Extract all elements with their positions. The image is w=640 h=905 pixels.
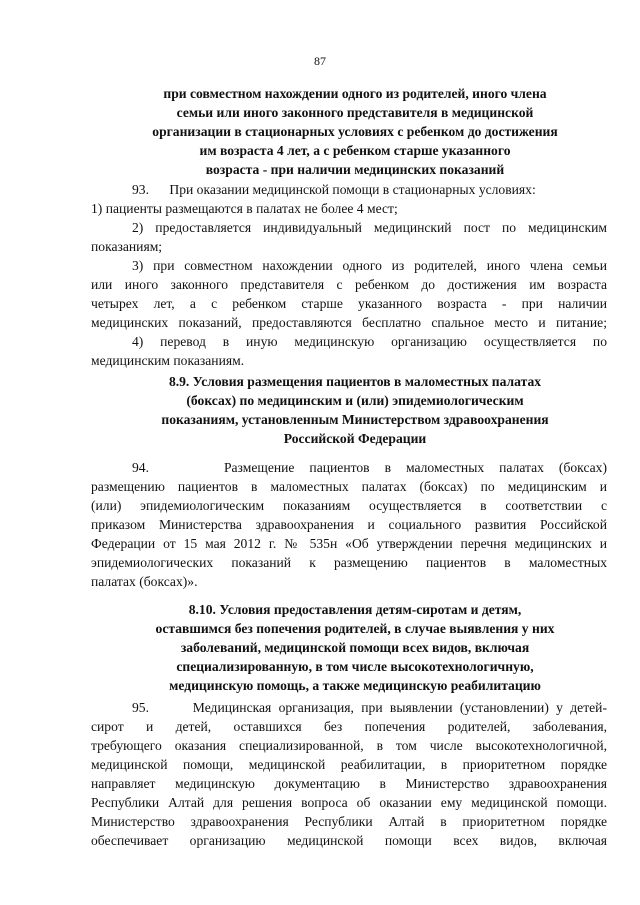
heading-line: оставшимся без попечения родителей, в случае выявления у них (155, 621, 555, 636)
text-line: или иного законного представителя с ребенком до достижения им возраста (91, 277, 607, 292)
section-heading-8-9 (80, 372, 630, 448)
text-line: 93. При оказании медицинской помощи в стационарных условиях: (132, 182, 536, 197)
text-line: медицинских показаний, предоставляются бесплатно спальное место и питание; (91, 315, 607, 330)
heading-line: медицинскую помощь, а также медицинскую реабилитацию (169, 678, 541, 693)
heading-line: семьи или иного законного представителя в медицинской (176, 105, 534, 120)
heading-line: Российской Федерации (283, 431, 427, 446)
page-number: 87 (314, 54, 326, 68)
text-line: медицинской помощи, медицинской реабилитации, в приоритетном порядке (91, 757, 607, 772)
text-line: Республики Алтай для решения вопроса об оказании ему медицинской помощи. (91, 795, 607, 810)
heading-line: специализированную, в том числе высокотехнологичную, (176, 659, 534, 674)
text-line: 1) пациенты размещаются в палатах не более 4 мест; (91, 201, 398, 216)
text-line: 4) перевод в иную медицинскую организацию осуществляется по (132, 334, 607, 349)
text-line: 95. Медицинская организация, при выявлении (установлении) у детей- (132, 700, 607, 715)
heading-line: 8.10. Условия предоставления детям-сиротам и детям, (188, 602, 522, 617)
section-heading-8-10 (80, 600, 630, 695)
heading-line: возраста - при наличии медицинских показаний (205, 162, 505, 177)
text-line: размещению пациентов в маломестных палатах (боксах) по медицинским и (91, 479, 607, 494)
paragraph-93 (91, 180, 607, 370)
text-line: обеспечивает организацию медицинской помощи всех видов, включая (91, 833, 607, 848)
heading-line: 8.9. Условия размещения пациентов в маломестных палатах (168, 374, 542, 389)
heading-line: им возраста 4 лет, а с ребенком старше указанного (199, 143, 511, 158)
text-line: четырех лет, а с ребенком старше указанного возраста - при наличии (91, 296, 607, 311)
text-line: требующего оказания специализированной, в том числе высокотехнологичной, (91, 738, 607, 753)
text-line: (или) эпидемиологическим показаниям осуществляется в соответствии с (91, 498, 607, 513)
text-line: эпидемиологических показаний к размещению пациентов в маломестных (91, 555, 607, 570)
text-line: приказом Министерства здравоохранения и социального развития Российской (91, 517, 607, 532)
section-heading-stationary (80, 84, 630, 179)
text-line: показаниям; (91, 239, 163, 254)
heading-line: организации в стационарных условиях с ребенком до достижения (152, 124, 558, 139)
text-line: 94. Размещение пациентов в маломестных палатах (боксах) (132, 460, 607, 475)
text-line: 3) при совместном нахождении одного из родителей, иного члена семьи (132, 258, 607, 273)
text-line: сирот и детей, оставшихся без попечения родителей, заболевания, (91, 719, 607, 734)
text-line: направляет медицинскую документацию в Министерство здравоохранения (91, 776, 607, 791)
text-line: 2) предоставляется индивидуальный медицинский пост по медицинским (132, 220, 607, 235)
text-line: медицинским показаниям. (91, 353, 245, 368)
text-line: Министерство здравоохранения Республики Алтай в приоритетном порядке (91, 814, 607, 829)
heading-line: (боксах) по медицинским и (или) эпидемиологическим (186, 393, 524, 408)
heading-line: заболеваний, медицинской помощи всех видов, включая (180, 640, 530, 655)
heading-line: показаниям, установленным Министерством здравоохранения (161, 412, 549, 427)
heading-line: при совместном нахождении одного из родителей, иного члена (163, 86, 547, 101)
paragraph-94 (91, 458, 607, 591)
text-line: Федерации от 15 мая 2012 г. № 535н «Об утверждении перечня медицинских и (91, 536, 607, 551)
text-line: палатах (боксах)». (91, 574, 198, 589)
paragraph-95 (91, 698, 607, 850)
